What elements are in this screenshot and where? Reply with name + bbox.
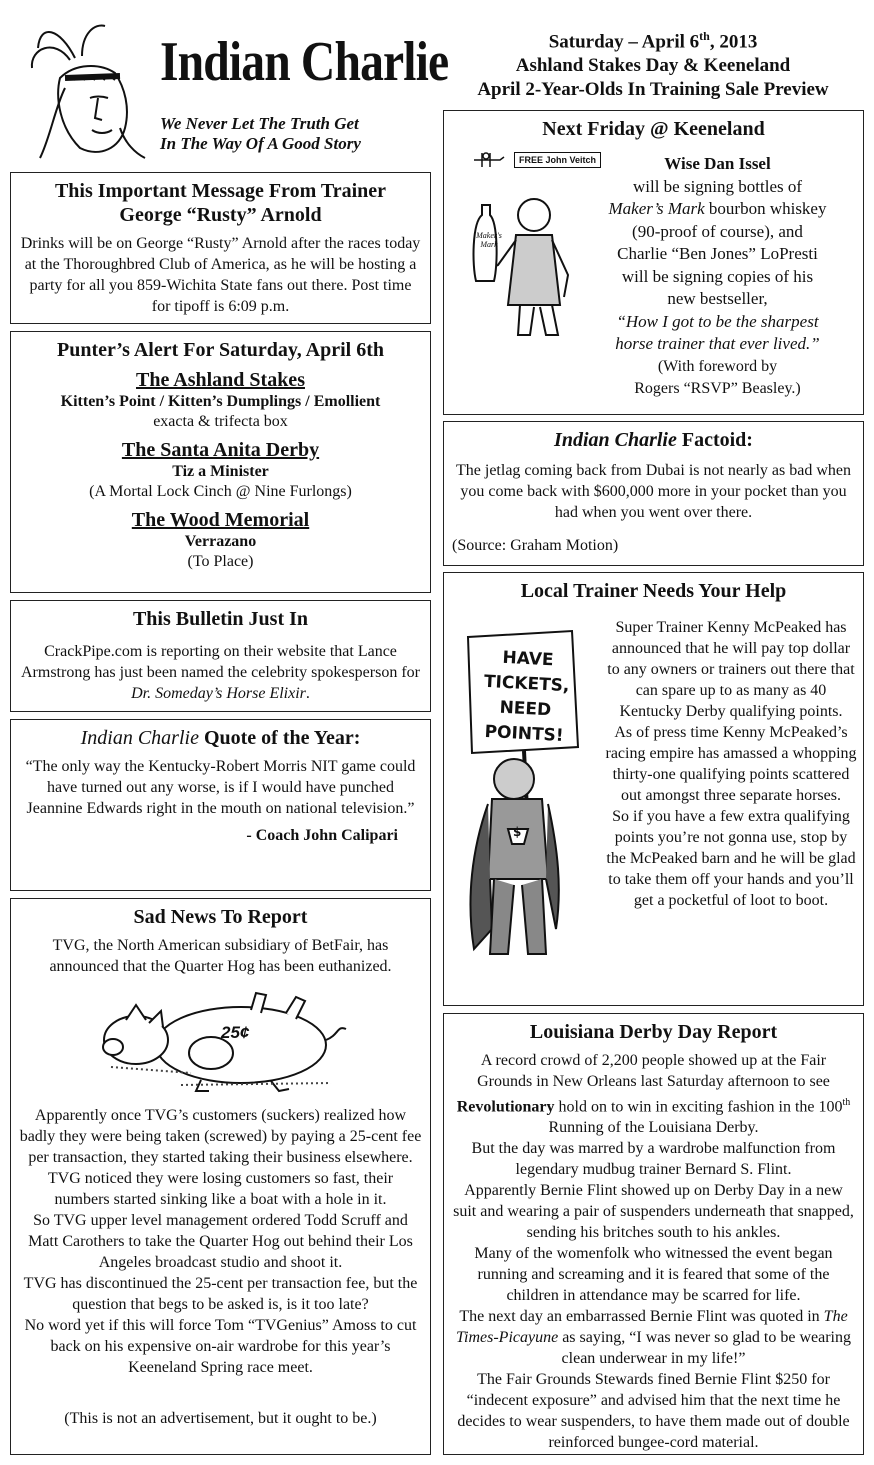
louisiana-derby-body: A record crowd of 2,200 people showed up at the Fair Grounds in New Orleans last Saturday afternoon to see Revolutionary hold on to win in exciting fashion in the 100th Running of the Louisiana Derby. But the day was marred by a wardrobe malfunction from legendary mudbug trainer Bernard S. Flint. Apparently Bernie Flint showed up on Derby Day in a new suit and wearing a pair of suspenders underneath that snapped, sending his britches south to his ankles. Many of the womenfolk who witnessed the event began running and screaming and it is feared that some of the children in attendance may be scarred for life. The next day an embarrassed Bernie Flint was quoted in The Times-Picayune as saying, “I was never so glad to be wearing clean underwear in my life!” The Fair Grounds Stewards fined Bernie Flint $250 for “indecent exposure” and advised him that the next time he decides to wear suspenders, to have them made out of double reinforced bungee-cord material. — [453, 1052, 854, 1452]
chest-emblem: $ — [513, 825, 522, 839]
factoid-box — [443, 421, 864, 566]
local-trainer-body: Super Trainer Kenny McPeaked has announced that he will pay top dollar to any owners or trainers out there that can spare up to as many as 40 Kentucky Derby qualifying points. As of press time Kenny McPeaked’s racing empire has amassed a whopping thirty-one qualifying points scattered out amongst three separate horses. So if you have a few extra qualifying points you’re not gonna use, stop by the McPeaked barn and he will be glad to take them off your hands and you’ll get a pocketful of loot to boot. — [605, 619, 857, 909]
louisiana-derby-title: Louisiana Derby Day Report — [529, 1021, 778, 1043]
man-with-bottle-illustration-icon — [468, 185, 578, 345]
next-friday-box — [443, 110, 864, 415]
next-friday-title: Next Friday @ Keeneland — [542, 118, 765, 140]
sad-news-intro: TVG, the North American subsidiary of BetFair, has announced that the Quarter Hog has been euthanized. — [49, 937, 392, 975]
sad-news-footer: (This is not an advertisement, but it ought to be.) — [64, 1410, 377, 1427]
quote-title: Indian Charlie Quote of the Year: — [80, 727, 361, 749]
bulletin-box — [10, 600, 431, 712]
punters-alert-title: Punter’s Alert For Saturday, April 6th — [56, 339, 385, 361]
factoid-title: Indian Charlie Factoid: — [554, 429, 753, 451]
biplane-icon — [470, 149, 506, 171]
indian-head-logo-icon — [20, 18, 150, 168]
edition-header — [443, 24, 863, 102]
bulletin-body: CrackPipe.com is reporting on their website that Lance Armstrong has just been named the celebrity spokesperson for Dr. Someday’s Horse Elixir. — [20, 643, 420, 702]
race-wood-memorial: The Wood Memorial Verrazano (To Place) — [131, 509, 310, 570]
bulletin-title: This Bulletin Just In — [132, 608, 309, 630]
punters-alert-box — [10, 331, 431, 593]
bottle-label: Maker's Mark — [476, 231, 502, 249]
louisiana-derby-box — [443, 1013, 864, 1455]
trainer-message-box — [10, 172, 431, 324]
race-ashland: The Ashland Stakes Kitten’s Point / Kitten’s Dumplings / Emollient exacta & trifecta box — [60, 369, 381, 430]
quote-attribution: - Coach John Calipari — [246, 827, 398, 844]
masthead-title: Indian Charlie — [160, 31, 449, 93]
edition-date: Saturday – April 6th, 2013 — [548, 29, 758, 53]
next-friday-body: Wise Dan Issel will be signing bottles of Maker’s Mark bourbon whiskey (90-proof of course), and Charlie “Ben Jones” LoPresti will be signing copies of his new bestseller, “How I got to be the sharpest horse trainer that ever lived.” (With foreword by Rogers “RSVP” Beasley.) — [608, 154, 827, 397]
factoid-source: (Source: Graham Motion) — [452, 537, 619, 554]
banner-text: FREE John Veitch — [514, 152, 601, 168]
local-trainer-title: Local Trainer Needs Your Help — [520, 580, 787, 602]
sad-news-title: Sad News To Report — [133, 906, 308, 928]
protest-sign-text: HAVE TICKETS, NEED POINTS! — [483, 647, 570, 747]
hog-coin-label: 25¢ — [221, 1023, 250, 1042]
masthead — [10, 10, 449, 170]
factoid-body: The jetlag coming back from Dubai is not nearly as bad when you come back with $600,000 more in your pocket than you had when you went over there. — [456, 462, 851, 521]
masthead-tagline: We Never Let The Truth Get In The Way Of A Good Story — [160, 114, 361, 153]
sad-news-box — [10, 898, 431, 1455]
edition-subtitle-1: Ashland Stakes Day & Keeneland — [515, 55, 791, 77]
quote-box — [10, 719, 431, 891]
race-santa-anita: The Santa Anita Derby Tiz a Minister (A Mortal Lock Cinch @ Nine Furlongs) — [89, 439, 352, 500]
trainer-message-body: Drinks will be on George “Rusty” Arnold after the races today at the Thoroughbred Club of America, as he will be hosting a party for all you 859-Wichita State fans out there. Post time for tipoff is 6:09 p.m. — [20, 235, 421, 315]
sad-news-body: Apparently once TVG’s customers (suckers) realized how badly they were being taken (screwed) by paying a 25-cent fee per transaction, they started taking their business elsewhere. TVG noticed they were losing customers so fast, their numbers started sinking like a boat with a hole in it. So TVG upper level management ordered Todd Scruff and Matt Carothers to take the Quarter Hog out behind their Los Angeles broadcast studio and shoot it. TVG has discontinued the 25-cent per transaction fee, but the question that begs to be asked is, is it too late? No word yet if this will force Tom “TVGenius” Amoss to cut back on his expensive on-air wardrobe for this year’s Keeneland Spring race meet. — [19, 1107, 422, 1376]
quote-text: “The only way the Kentucky-Robert Morris NIT game could have turned out any worse, is if I would have punched Jeannine Edwards right in the mouth on national television.” — [25, 758, 416, 817]
trainer-message-title: This Important Message From Trainer George “Rusty” Arnold — [54, 180, 387, 226]
local-trainer-box — [443, 572, 864, 1006]
edition-subtitle-2: April 2-Year-Olds In Training Sale Preview — [477, 79, 829, 101]
